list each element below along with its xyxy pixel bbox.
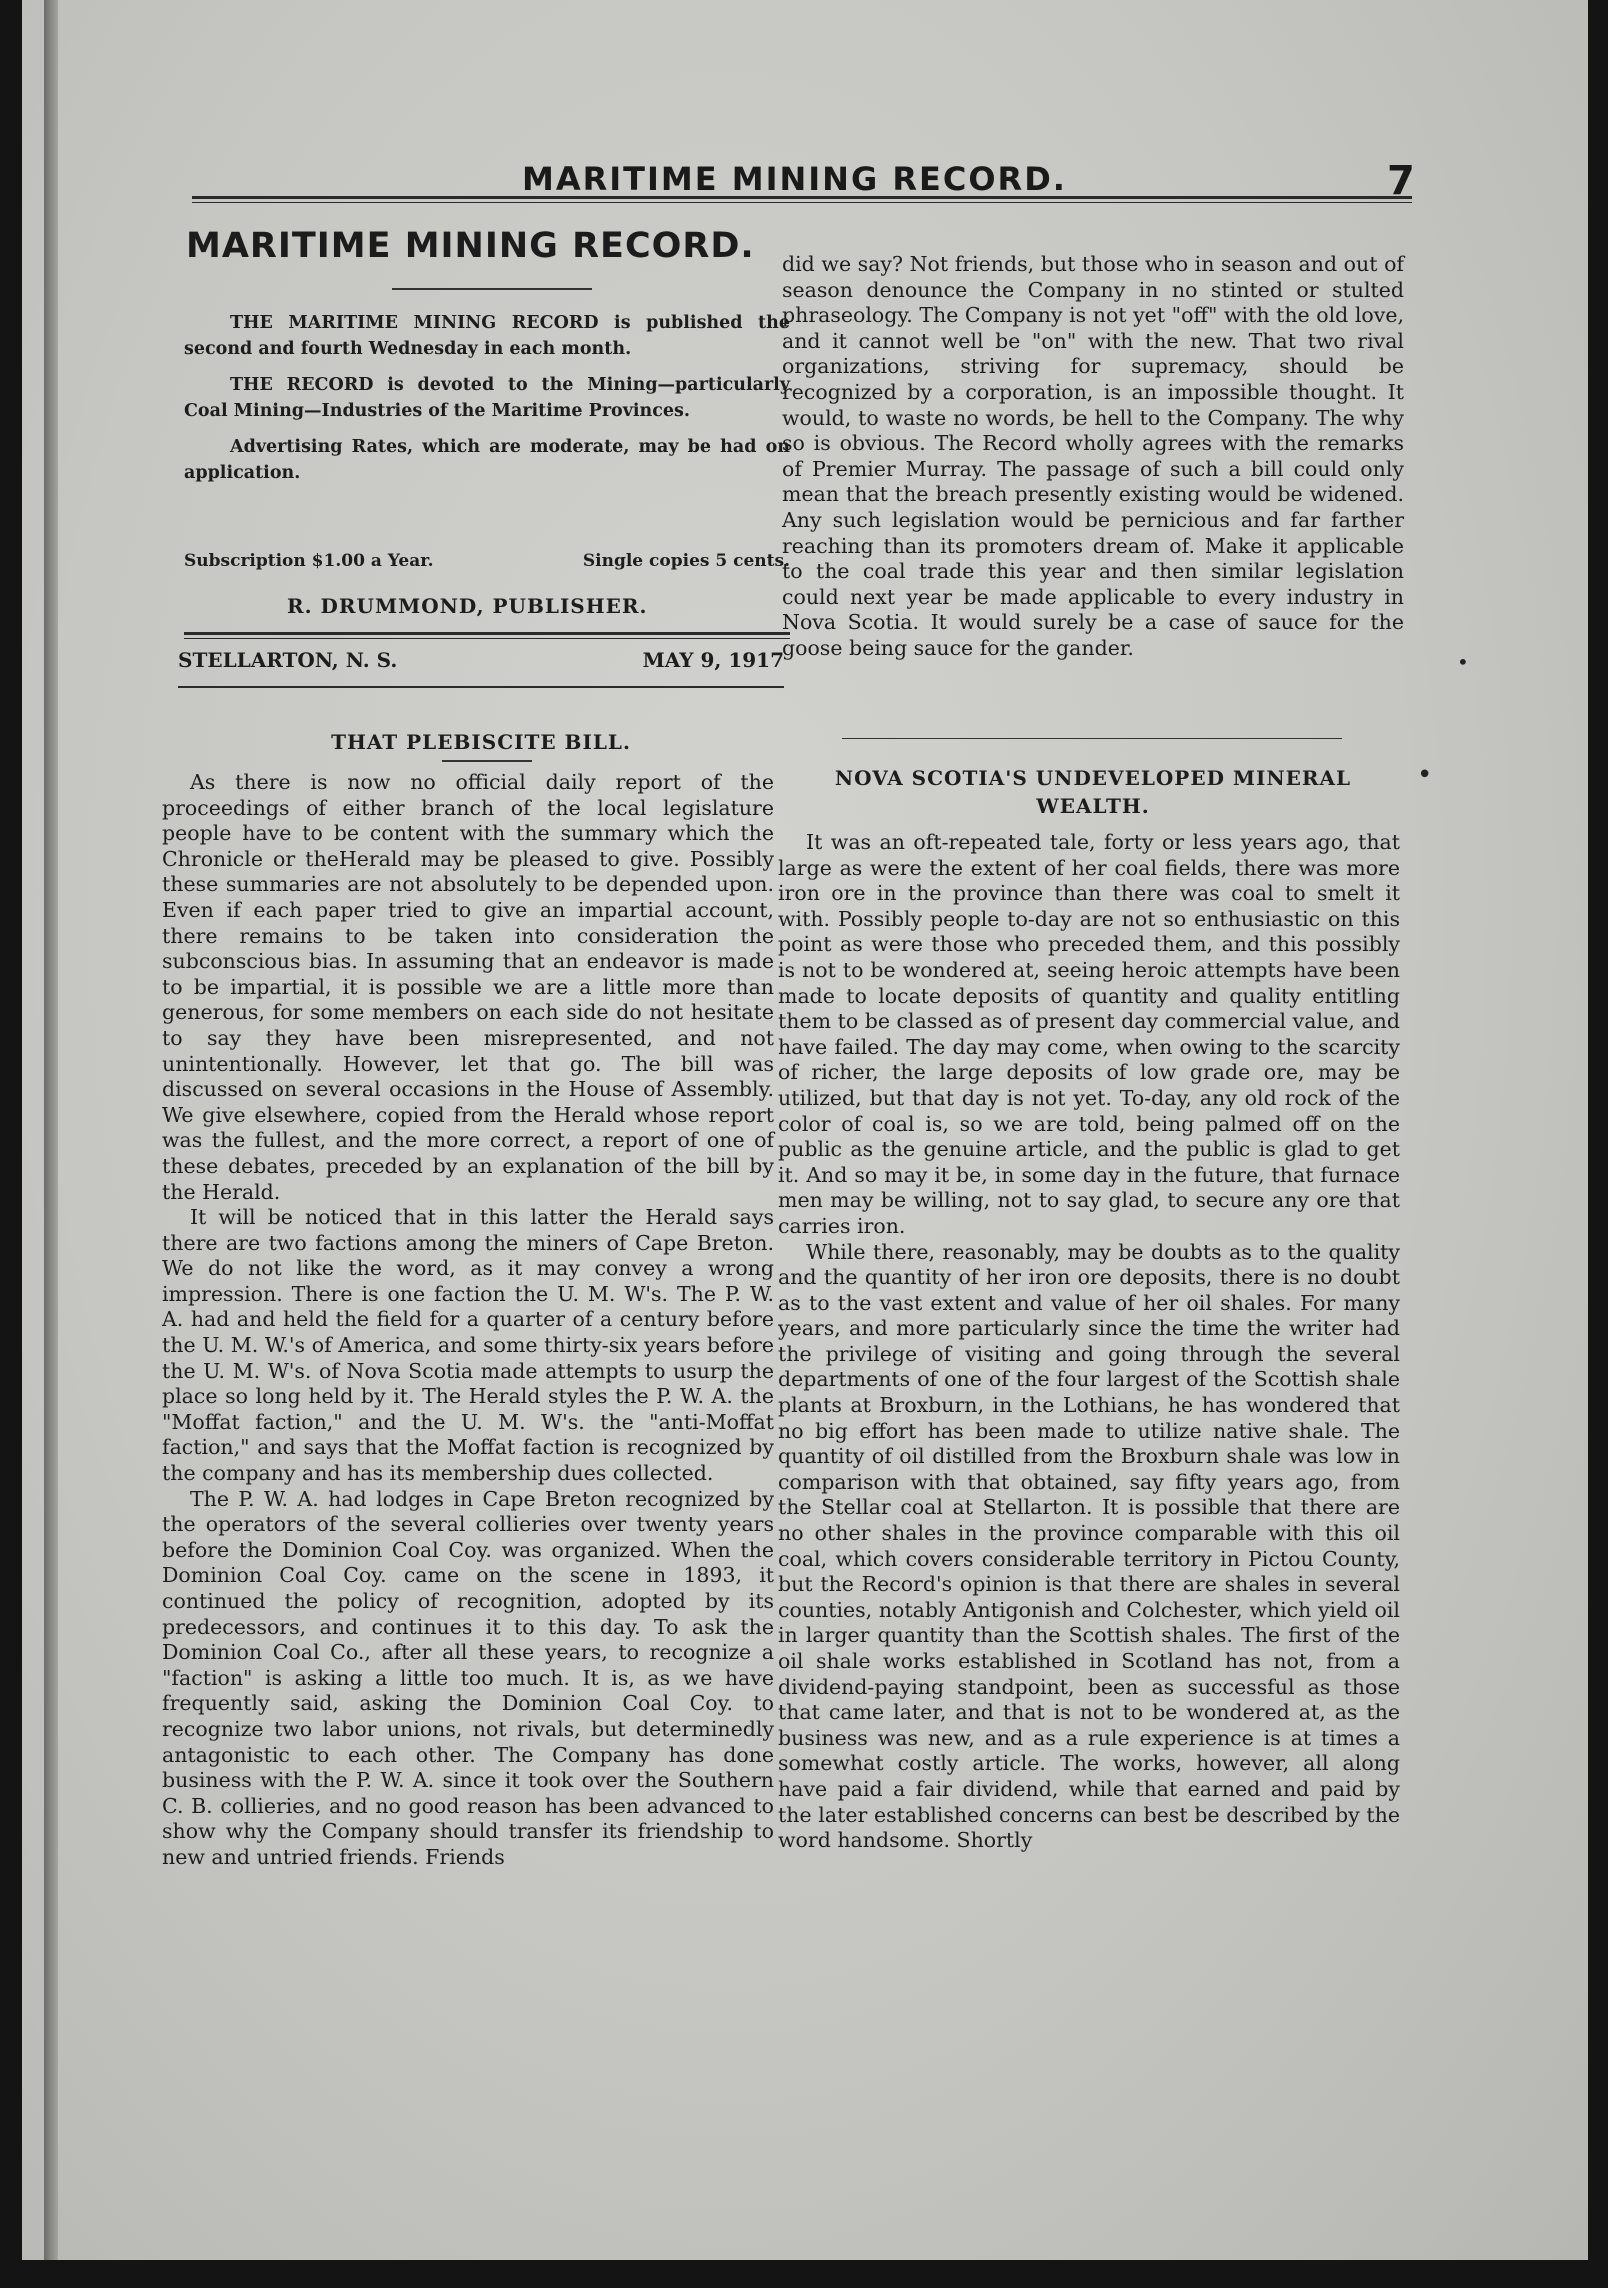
article-paragraph: It was an oft-repeated tale, forty or less years ago, that large as were the extent of her coal fields, there was more iron ore in the province than there was coal to smelt it with. Possibly people to-day are not so enthusiastic on this point as were those who preceded them, and this possibly is not to be wondered at, seeing heroic attempts have been made to locate deposits of quantity and quality entitling them to be classed as of present day commercial value, and have failed. The day may come, when owing to the scarcity of richer, the large deposits of low grade ore, may be utilized, but that day is not yet. To-day, any old rock of the color of coal is, so we are told, being palmed off on the public as the genuine article, and the public is glad to get it. And so may it be, in some day in the future, that furnace men may be willing, not to say glad, to secure any ore that carries iron. bbox=[778, 830, 1400, 1238]
article-paragraph: While there, reasonably, may be doubts as to the quality and the quantity of her iron ore deposits, there is no doubt as to the vast extent and value of her oil shales. For many years, and more particularly since the time the writer had the privilege of visiting and going through the several departments of one of the four largest of the Scottish shale plants at Broxburn, in the Lothians, he has wondered that no big effort has been made to utilize native shale. The quantity of oil distilled from the Broxburn shale was low in comparison with that obtained, say fifty years ago, from the Stellar coal at Stellarton. It is possible that there are no other shales in the province comparable with this oil coal, which covers considerable territory in Pictou County, but the Record's opinion is that there are shales in several counties, notably Antigonish and Colchester, which yield oil in larger quantity than the Scottish shales. The first of the oil shale works established in Scotland has not, from a dividend-paying standpoint, been as successful as those that came later, and that is not to be wondered at, as the business was new, and as a rule experience is at times a somewhat costly article. The works, however, all along have paid a fair dividend, while that earned and paid by the later established concerns can best be described by the word handsome. Shortly bbox=[778, 1239, 1400, 1853]
article-paragraph: The P. W. A. had lodges in Cape Breton recognized by the operators of the several collieries over twenty years before the Dominion Coal Coy. was organized. When the Dominion Coal Coy. came on the scene in 1893, it continued the policy of recognition, adopted by its predecessors, and continues it to this day. To ask the Dominion Coal Co., after all these years, to recognize a "faction" is asking a little too much. It is, as we have frequently said, asking the Dominion Coal Coy. to recognize two labor unions, not rivals, but determinedly antagonistic to each other. The Company has done business with the P. W. A. since it took over the Southern C. B. collieries, and no good reason has been advanced to show why the Company should transfer its friendship to new and untried friends. Friends bbox=[162, 1486, 774, 1869]
dateline-rule bbox=[178, 686, 784, 688]
single-copy-price: Single copies 5 cents. bbox=[582, 551, 790, 571]
article-title-mineral-line1: NOVA SCOTIA'S UNDEVELOPED MINERAL bbox=[834, 766, 1352, 790]
masthead-rule bbox=[392, 288, 592, 290]
publisher-line: R. DRUMMOND, PUBLISHER. bbox=[287, 594, 648, 618]
article-title-mineral-line2: WEALTH. bbox=[1036, 794, 1150, 818]
newspaper-page bbox=[22, 0, 1588, 2260]
page-number: 7 bbox=[1387, 158, 1415, 204]
ink-mark: • bbox=[1457, 650, 1469, 674]
article-plebiscite-continued bbox=[782, 252, 1404, 662]
masthead-info bbox=[184, 310, 790, 496]
info-coverage: THE RECORD is devoted to the Mining—particularly Coal Mining—Industries of the Maritime Provinces. bbox=[184, 375, 790, 421]
article-paragraph: It will be noticed that in this latter the Herald says there are two factions among the miners of Cape Breton. We do not like the word, as it may convey a wrong impression. There is one faction the U. M. W's. The P. W. A. had and held the field for a quarter of a century before the U. M. W.'s of America, and some thirty-six years before the U. M. W's. of Nova Scotia made attempts to usurp the place so long held by it. The Herald styles the P. W. A. the "Moffat faction," and the U. M. W's. the "anti-Moffat faction," and says that the Moffat faction is recognized by the company and has its membership dues collected. bbox=[162, 1205, 774, 1486]
masthead-title: MARITIME MINING RECORD. bbox=[186, 226, 755, 266]
publisher-rule-thin bbox=[184, 638, 790, 639]
article-paragraph: did we say? Not friends, but those who in season and out of season denounce the Company in no stinted or stulted phraseology. The Company is not yet "off" with the old love, and it cannot well be "on" with the new. That two rival organizations, striving for supremacy, should be recognized by a corporation, is an impossible thought. It would, to waste no words, be hell to the Company. The why so is obvious. The Record wholly agrees with the remarks of Premier Murray. The passage of such a bill could only mean that the breach presently existing would be widened. Any such legislation would be pernicious and far farther reaching than its promoters dream of. Make it applicable to the coal trade this year and then similar legislation could next year be made applicable to every industry in Nova Scotia. It would surely be a case of sauce for the goose being sauce for the gander. bbox=[782, 252, 1404, 660]
dateline-place: STELLARTON, N. S. bbox=[178, 648, 398, 672]
binding-shadow bbox=[44, 0, 58, 2260]
header-rule bbox=[192, 196, 1412, 199]
dateline bbox=[178, 648, 784, 672]
article-mineral-body bbox=[778, 830, 1400, 1854]
article-title-plebiscite: THAT PLEBISCITE BILL. bbox=[331, 730, 631, 754]
info-advertising: Advertising Rates, which are moderate, may be had on application. bbox=[184, 437, 790, 483]
ink-mark: • bbox=[1417, 760, 1433, 790]
running-title: MARITIME MINING RECORD. bbox=[522, 160, 1067, 198]
info-publication-schedule: THE MARITIME MINING RECORD is published the second and fourth Wednesday in each month. bbox=[184, 313, 790, 359]
dateline-date: MAY 9, 1917 bbox=[642, 648, 784, 672]
publisher-rule bbox=[184, 632, 790, 635]
header-rule-thin bbox=[192, 202, 1412, 203]
article-paragraph: As there is now no official daily report of the proceedings of either branch of the local legislature people have to be content with the summary which the Chronicle or theHerald may be pleased to give. Possibly these summaries are not absolutely to be depended upon. Even if each paper tried to give an impartial account, there remains to be taken into consideration the subconscious bias. In assuming that an endeavor is made to be impartial, it is possible we are a little more than generous, for some members on each side do not hesitate to say they have been misrepresented, and not unintentionally. However, let that go. The bill was discussed on several occasions in the House of Assembly. We give elsewhere, copied from the Herald whose report was the fullest, and the more correct, a report of one of these debates, preceded by an explanation of the bill by the Herald. bbox=[162, 770, 774, 1204]
title-underline bbox=[442, 760, 532, 762]
article-plebiscite-body bbox=[162, 770, 774, 1871]
subscription-price: Subscription $1.00 a Year. bbox=[184, 551, 434, 571]
subscription-row bbox=[184, 551, 790, 571]
column-divider bbox=[842, 738, 1342, 739]
